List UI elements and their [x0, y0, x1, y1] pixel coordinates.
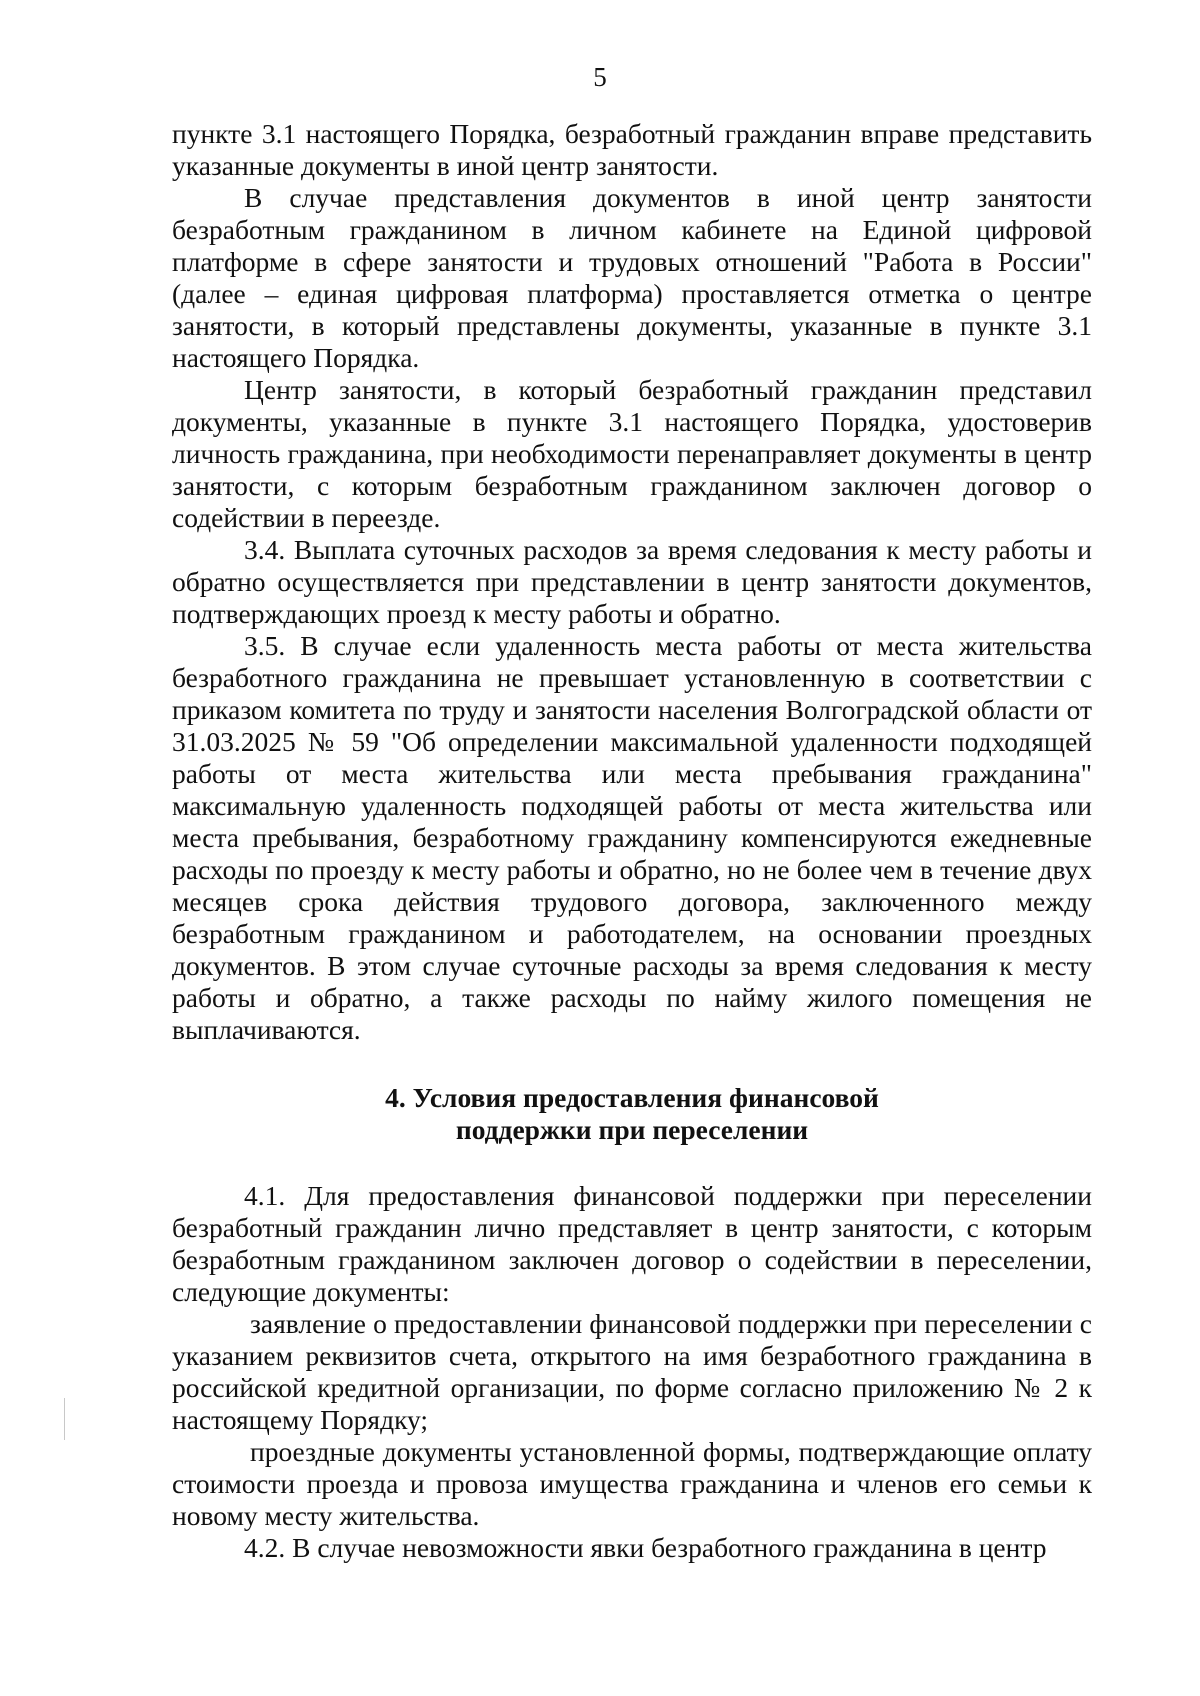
paragraph-3-5: 3.5. В случае если удаленность места работы от места жительства безработного гражданина не превышает установленную в соответствии с приказом комитета по труду и занятости населения Волгоградской области от 31.03.2025 № 59 "Об определении максимальной удаленности подходящей работы от места жительства или места пребывания гражданина" максимальную удаленность подходящей работы от места жительства или места пребывания, безработному гражданину компенсируются ежедневные расходы по проезду к месту работы и обратно, но не более чем в течение двух месяцев срока действия трудового договора, заключенного между безработным гражданином и работодателем, на основании проездных документов. В этом случае суточные расходы за время следования к месту работы и обратно, а также расходы по найму жилого помещения не выплачиваются.	[172, 630, 1092, 1045]
document-body	[172, 118, 1092, 1564]
section-heading-line-1: 4. Условия предоставления финансовой	[385, 1082, 879, 1113]
paragraph-other-center: В случае представления документов в иной центр занятости безработным гражданином в личном кабинете на Единой цифровой платформе в сфере занятости и трудовых отношений "Работа в России" (далее – единая цифровая платформа) проставляется отметка о центре занятости, в который представлены документы, указанные в пункте 3.1 настоящего Порядка.	[172, 182, 1092, 373]
section-heading	[172, 1082, 1092, 1146]
section-heading-line-2: поддержки при переселении	[455, 1114, 809, 1145]
paragraph-4-2: 4.2. В случае невозможности явки безработного гражданина в центр	[244, 1532, 1047, 1563]
paragraph-center-redirect: Центр занятости, в который безработный гражданин представил документы, указанные в пункте 3.1 настоящего Порядка, удостоверив личность гражданина, при необходимости перенаправляет документы в центр занятости, с которым безработным гражданином заключен договор о содействии в переезде.	[172, 374, 1092, 533]
paragraph-4-1: 4.1. Для предоставления финансовой поддержки при переселении безработный гражданин лично представляет в центр занятости, с которым безработным гражданином заключен договор о содействии в переселении, следующие документы:	[172, 1180, 1092, 1307]
paragraph-3-4: 3.4. Выплата суточных расходов за время следования к месту работы и обратно осуществляется при представлении в центр занятости документов, подтверждающих проезд к месту работы и обратно.	[172, 534, 1092, 629]
list-item-application: заявление о предоставлении финансовой поддержки при переселении с указанием реквизитов счета, открытого на имя безработного гражданина в российской кредитной организации, по форме согласно приложению № 2 к настоящему Порядку;	[172, 1308, 1092, 1435]
paragraph-continuation: пункте 3.1 настоящего Порядка, безработный гражданин вправе представить указанные документы в иной центр занятости.	[172, 118, 1092, 181]
page-number: 5	[593, 62, 607, 92]
list-item-travel-documents: проездные документы установленной формы, подтверждающие оплату стоимости проезда и провоза имущества гражданина и членов его семьи к новому месту жительства.	[172, 1436, 1092, 1531]
margin-scan-mark	[64, 1398, 65, 1440]
